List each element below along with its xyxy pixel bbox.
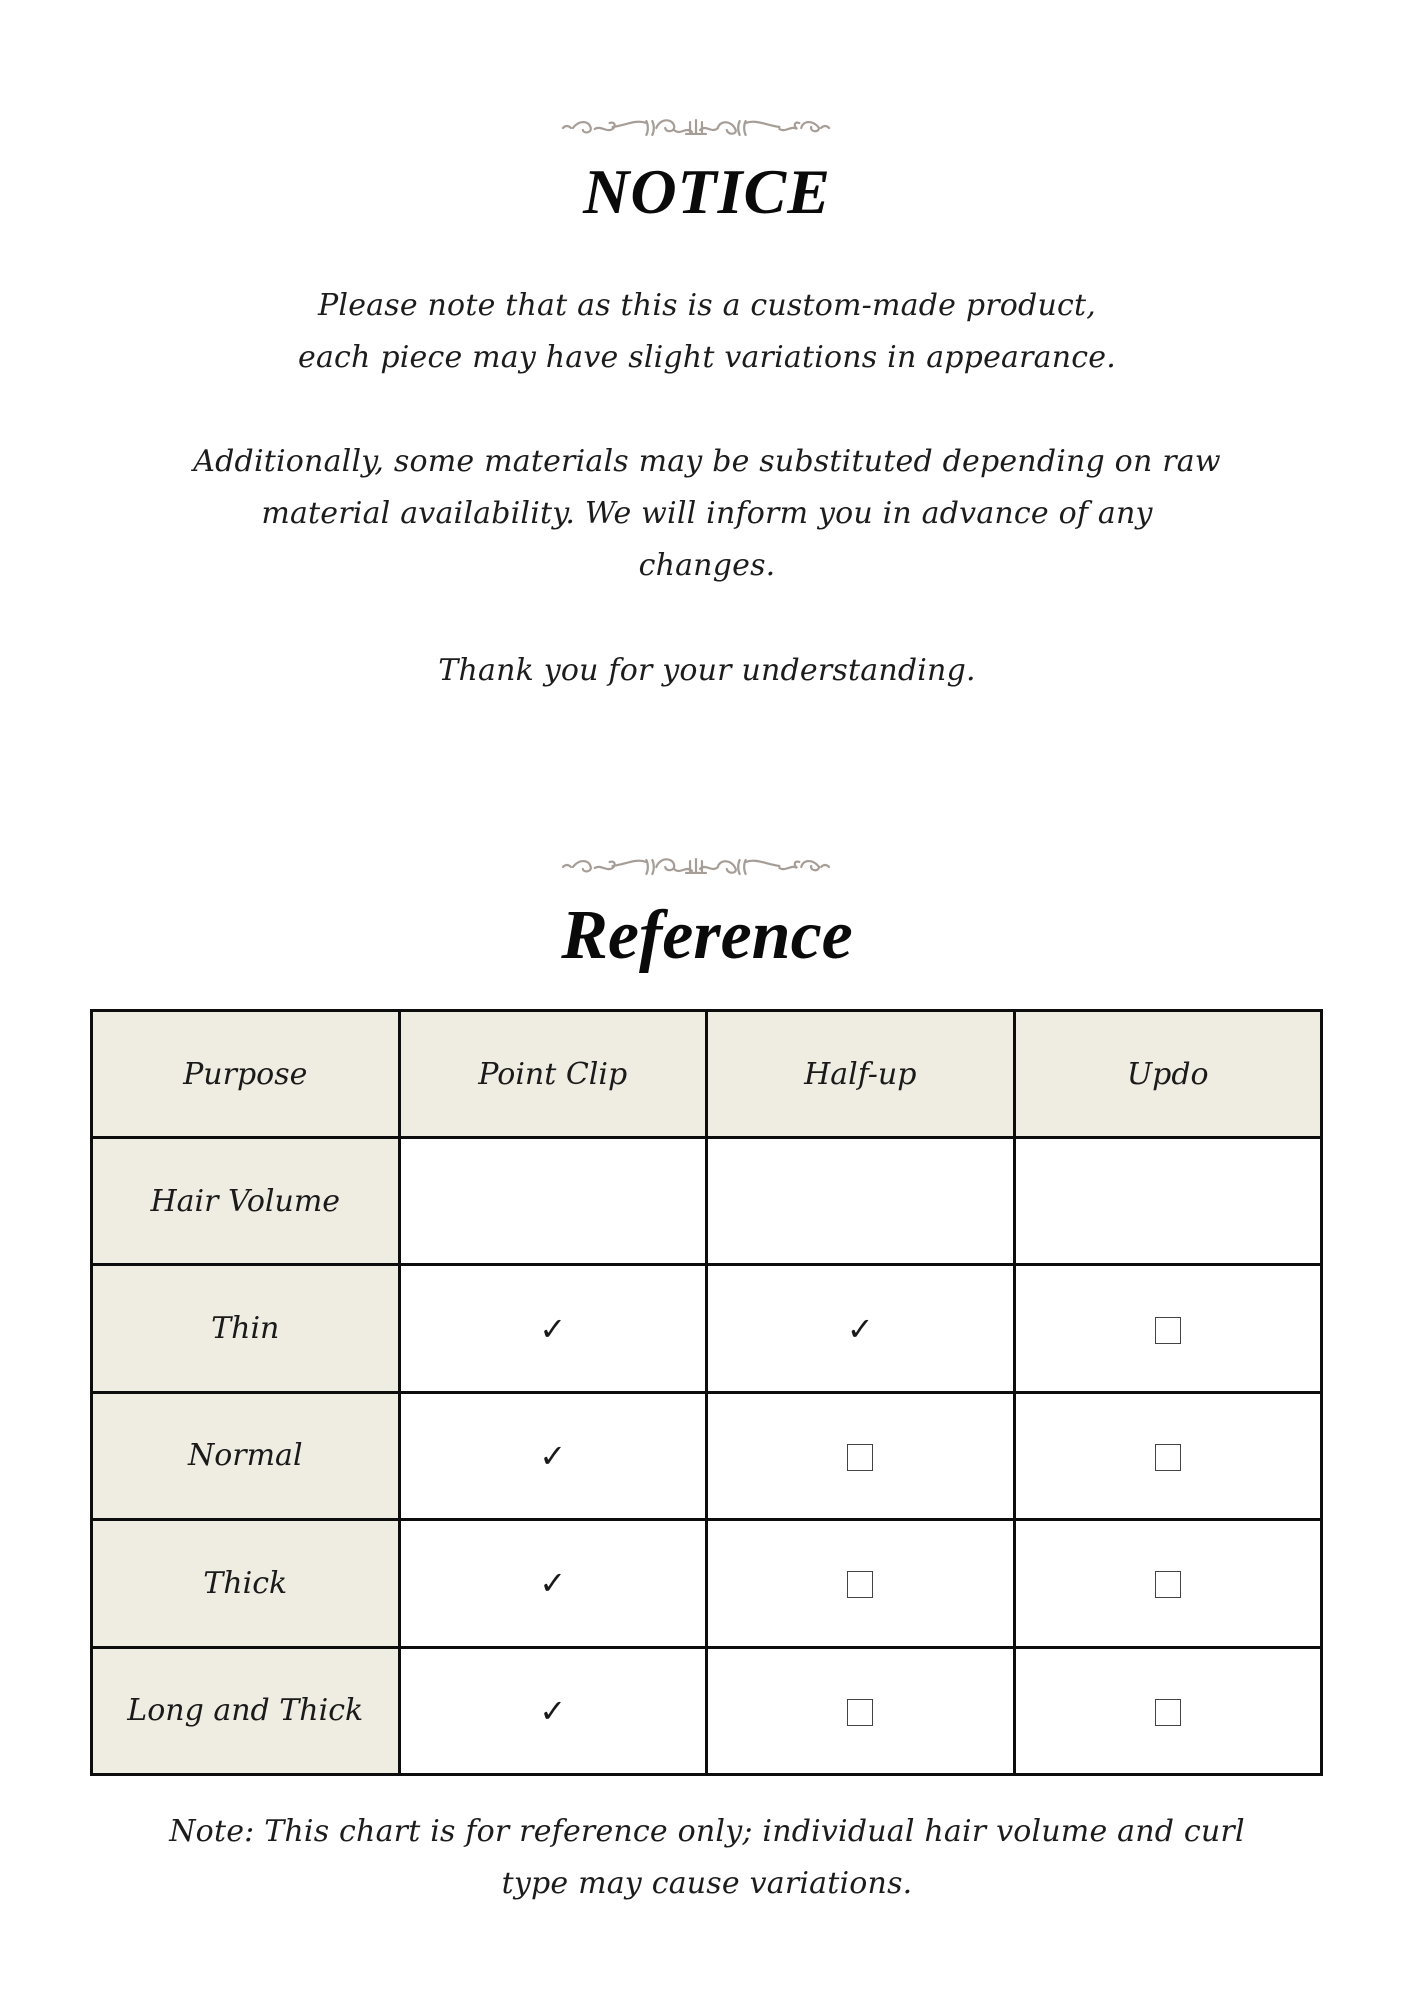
notice-paragraph-2-line-3: changes. [638,548,776,583]
table-cell [399,1392,707,1519]
table-header-row [92,1011,1322,1138]
empty-checkbox-icon [1155,1317,1181,1344]
checkmark-icon: ✓ [539,1436,567,1475]
table-cell [707,1265,1015,1392]
empty-checkbox-icon [1155,1571,1181,1598]
row-label: Long and Thick [92,1647,400,1774]
reference-title: Reference [561,897,853,974]
empty-checkbox-icon [847,1699,873,1726]
flourish-icon [557,855,835,879]
column-header-updo: Updo [1014,1011,1322,1138]
notice-paragraph-2-line-2: material availability. We will inform you in advance of any [261,496,1153,531]
notice-thank-you: Thank you for your understanding. [438,653,976,688]
table-cell [707,1392,1015,1519]
table-row [92,1520,1322,1647]
checkmark-icon: ✓ [539,1564,567,1603]
reference-note [80,1806,1334,1910]
table-row [92,1647,1322,1774]
notice-paragraph-1 [0,280,1414,384]
column-header-purpose: Purpose [92,1011,400,1138]
empty-checkbox-icon [847,1571,873,1598]
ornament-divider-top [557,116,835,140]
checkmark-icon: ✓ [846,1309,874,1348]
row-label: Normal [92,1392,400,1519]
empty-checkbox-icon [1155,1444,1181,1471]
table-row [92,1265,1322,1392]
checkmark-icon: ✓ [539,1691,567,1730]
column-header-point-clip: Point Clip [399,1011,707,1138]
table-row [92,1392,1322,1519]
note-line-2: type may cause variations. [501,1866,913,1901]
flourish-icon [557,116,835,140]
table-cell-empty [707,1138,1015,1265]
ornament-divider-reference [557,855,835,879]
table-cell [399,1265,707,1392]
notice-paragraph-1-line-2: each piece may have slight variations in appearance. [298,340,1116,375]
row-label: Thin [92,1265,400,1392]
table-cell [1014,1265,1322,1392]
table-cell-empty [399,1138,707,1265]
table-cell [1014,1392,1322,1519]
notice-paragraph-2 [100,436,1314,592]
notice-title: NOTICE [583,156,831,227]
row-label-hair-volume: Hair Volume [92,1138,400,1265]
notice-paragraph-2-line-1: Additionally, some materials may be substituted depending on raw [193,444,1221,479]
column-header-half-up: Half-up [707,1011,1015,1138]
table-cell [1014,1647,1322,1774]
empty-checkbox-icon [1155,1699,1181,1726]
table-cell [707,1520,1015,1647]
table-cell [399,1647,707,1774]
table-row-section [92,1138,1322,1265]
table-cell [707,1647,1015,1774]
table-cell [399,1520,707,1647]
note-line-1: Note: This chart is for reference only; individual hair volume and curl [169,1814,1245,1849]
table-cell-empty [1014,1138,1322,1265]
checkmark-icon: ✓ [539,1309,567,1348]
empty-checkbox-icon [847,1444,873,1471]
row-label: Thick [92,1520,400,1647]
notice-paragraph-1-line-1: Please note that as this is a custom-made product, [318,288,1096,323]
reference-table [90,1009,1323,1776]
table-cell [1014,1520,1322,1647]
